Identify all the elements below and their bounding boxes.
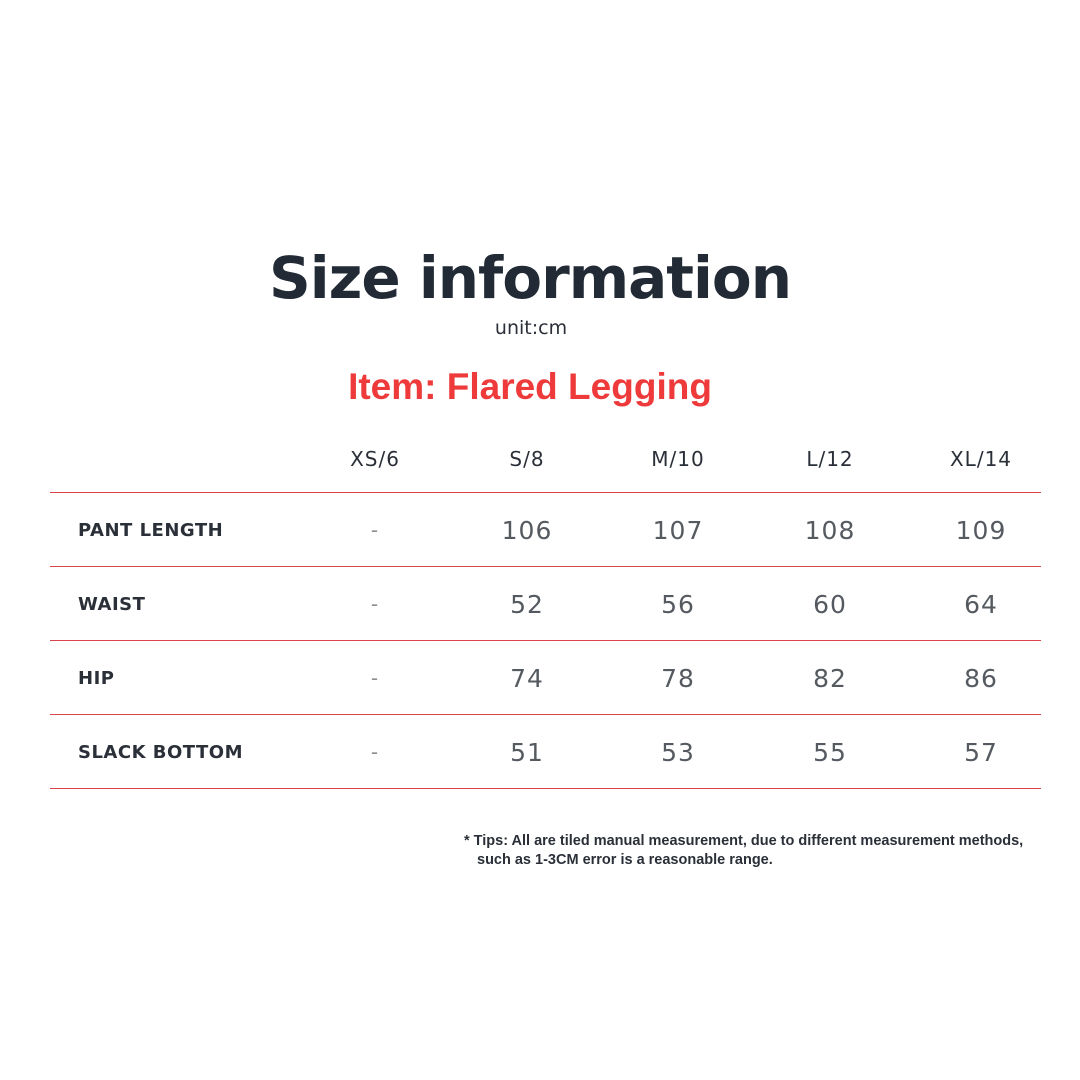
header-cell-m: M/10 (651, 447, 705, 471)
table-cell: 57 (964, 737, 998, 767)
row-divider (50, 788, 1041, 789)
table-cell: 74 (510, 663, 544, 693)
row-label-hip: HIP (78, 667, 115, 689)
table-cell: 107 (652, 515, 704, 545)
table-cell: 64 (964, 589, 998, 619)
table-cell: 86 (964, 663, 998, 693)
tips-line-1: * Tips: All are tiled manual measurement, due to different measurement methods, (464, 833, 1024, 849)
table-cell: - (370, 740, 380, 764)
table-row (50, 641, 1041, 715)
row-label-slack-bottom: SLACK BOTTOM (78, 741, 243, 763)
row-label-pant-length: PANT LENGTH (78, 519, 224, 541)
table-cell: 55 (813, 737, 847, 767)
table-cell: 53 (661, 737, 695, 767)
table-cell: 60 (813, 589, 847, 619)
table-cell: 78 (661, 663, 695, 693)
table-cell: 52 (510, 589, 544, 619)
table-row (50, 493, 1041, 567)
header-cell-s: S/8 (509, 447, 545, 471)
table-cell: 82 (813, 663, 847, 693)
page-title: Size information (268, 244, 792, 312)
header-cell-xl: XL/14 (949, 447, 1013, 471)
table-cell: - (370, 592, 380, 616)
table-cell: 106 (501, 515, 553, 545)
table-cell: - (370, 518, 380, 542)
header-cell-xs: XS/6 (350, 447, 400, 471)
header-cell-l: L/12 (806, 447, 854, 471)
table-cell: 51 (510, 737, 544, 767)
table-cell: - (370, 666, 380, 690)
tips-line-2: such as 1-3CM error is a reasonable range. (477, 852, 773, 868)
size-table (50, 425, 1041, 789)
table-row (50, 567, 1041, 641)
row-label-waist: WAIST (78, 593, 146, 615)
table-cell: 56 (661, 589, 695, 619)
table-cell: 108 (804, 515, 856, 545)
table-cell: 109 (955, 515, 1007, 545)
measurement-tips (464, 832, 1064, 870)
table-header-row (50, 425, 1041, 493)
table-row (50, 715, 1041, 789)
unit-label: unit:cm (494, 317, 568, 339)
item-name: Item: Flared Legging (348, 366, 712, 407)
